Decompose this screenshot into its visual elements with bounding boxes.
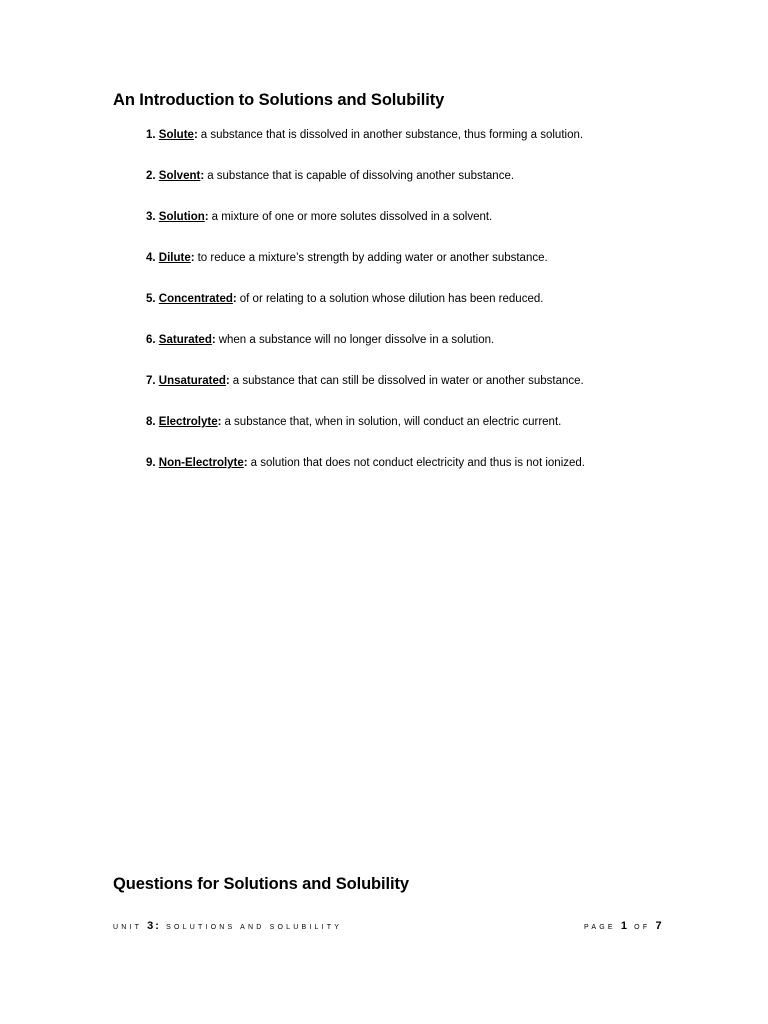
- definition-item: [146, 251, 585, 292]
- definition-text: when a substance will no longer dissolve in a solution.: [218, 334, 495, 346]
- definition-number: 2.: [146, 170, 156, 182]
- definition-colon: :: [211, 334, 216, 346]
- definition-colon: :: [190, 252, 195, 264]
- definition-term: Electrolyte: [158, 416, 218, 428]
- definition-item: [146, 128, 585, 169]
- definition-list: [146, 128, 585, 497]
- definition-colon: :: [243, 457, 248, 469]
- definition-term: Concentrated: [158, 293, 233, 305]
- definition-text: a substance that can still be dissolved in water or another substance.: [232, 375, 584, 387]
- footer-unit-word: UNIT: [113, 924, 143, 931]
- definition-term: Non-Electrolyte: [158, 457, 244, 469]
- definition-item: [146, 210, 585, 251]
- definition-term: Unsaturated: [158, 375, 226, 387]
- intro-heading: An Introduction to Solutions and Solubility: [113, 91, 445, 109]
- footer-unit-number: 3:: [147, 920, 161, 932]
- footer-page-word: PAGE: [584, 924, 616, 931]
- definition-item: [146, 292, 585, 333]
- definition-text: of or relating to a solution whose dilution has been reduced.: [239, 293, 544, 305]
- footer-page-number: [584, 920, 664, 932]
- definition-text: a substance that is dissolved in another substance, thus forming a solution.: [200, 129, 584, 141]
- footer-unit: [113, 920, 342, 932]
- definition-number: 5.: [146, 293, 156, 305]
- definition-number: 4.: [146, 252, 156, 264]
- footer-page-total: 7: [655, 920, 664, 932]
- definition-text: a substance that, when in solution, will conduct an electric current.: [224, 416, 562, 428]
- definition-colon: :: [193, 129, 198, 141]
- definition-number: 6.: [146, 334, 156, 346]
- definition-text: to reduce a mixture’s strength by adding water or another substance.: [197, 252, 548, 264]
- definition-text: a solution that does not conduct electricity and thus is not ionized.: [250, 457, 585, 469]
- definition-colon: :: [217, 416, 222, 428]
- definition-item: [146, 415, 585, 456]
- definition-term: Dilute: [158, 252, 191, 264]
- footer-unit-title: SOLUTIONS AND SOLUBILITY: [166, 924, 343, 931]
- definition-text: a substance that is capable of dissolving another substance.: [207, 170, 515, 182]
- definition-number: 8.: [146, 416, 156, 428]
- definition-number: 3.: [146, 211, 156, 223]
- questions-heading: Questions for Solutions and Solubility: [113, 875, 409, 893]
- definition-number: 7.: [146, 375, 156, 387]
- definition-item: [146, 456, 585, 497]
- definition-number: 1.: [146, 129, 156, 141]
- definition-term: Solvent: [158, 170, 201, 182]
- definition-colon: :: [232, 293, 237, 305]
- definition-number: 9.: [146, 457, 156, 469]
- definition-colon: :: [225, 375, 230, 387]
- definition-colon: :: [200, 170, 205, 182]
- definition-term: Solute: [158, 129, 194, 141]
- definition-term: Saturated: [158, 334, 212, 346]
- definition-item: [146, 374, 585, 415]
- definition-text: a mixture of one or more solutes dissolved in a solvent.: [211, 211, 493, 223]
- definition-item: [146, 333, 585, 374]
- definition-term: Solution: [158, 211, 205, 223]
- footer-of-word: OF: [634, 924, 651, 931]
- definition-colon: :: [204, 211, 209, 223]
- footer-page-current: 1: [620, 920, 630, 932]
- definition-item: [146, 169, 585, 210]
